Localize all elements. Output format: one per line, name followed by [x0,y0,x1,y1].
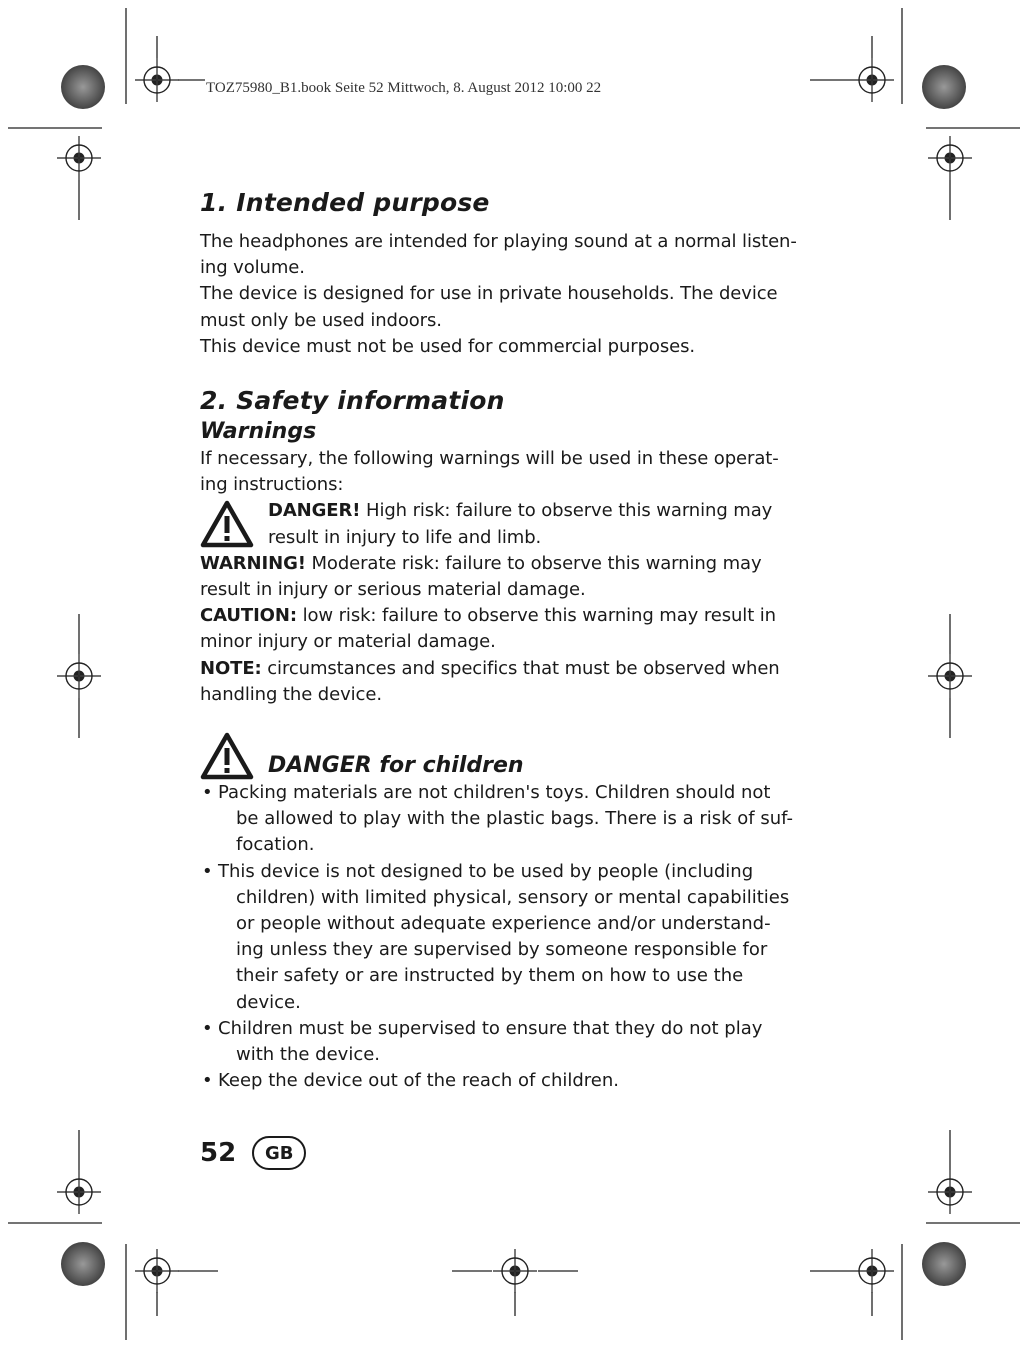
intended-purpose-line: This device must not be used for commercial purposes. [200,335,695,357]
danger-text-cont: result in injury to life and limb. [268,526,542,548]
caution-text: low risk: failure to observe this warning may result in [296,605,776,627]
children-bullet-list [200,780,800,1094]
page-content [200,188,800,1094]
children-heading-row [200,732,800,780]
intended-purpose-line: must only be used indoors. [200,309,442,331]
danger-label: DANGER! [268,500,361,522]
danger-text: High risk: failure to observe this warning may [360,500,773,522]
warnings-intro-line: ing instructions: [200,474,344,496]
warning-triangle-icon [200,732,254,780]
warning-triangle-icon [200,500,254,548]
list-item: • This device is not designed to be used by people (including children) with limited physical, sensory or mental capabilities or people without adequate experience and/or understand- ing unless they are supervised by someone responsible for their safety or are instructed by them on how to use the device. [200,859,800,1016]
list-item: • Children must be supervised to ensure that they do not play with the device. [200,1016,800,1068]
danger-warning [200,498,800,550]
intended-purpose-line: The device is designed for use in private households. The device [200,283,778,305]
section-title-intended-purpose: 1. Intended purpose [200,188,490,217]
warning-text: Moderate risk: failure to observe this warning may [305,552,762,574]
danger-for-children-heading: DANGER for children [268,753,524,779]
caution-text-cont: minor injury or material damage. [200,631,496,653]
language-badge: GB [252,1136,306,1170]
warnings-heading: Warnings [200,419,317,445]
note-label: NOTE: [200,657,262,679]
list-item: • Keep the device out of the reach of children. [200,1068,800,1094]
page-number: 52 [200,1138,237,1168]
warning-text-cont: result in injury or serious material damage. [200,579,586,601]
print-header: TOZ75980_B1.book Seite 52 Mittwoch, 8. August 2012 10:00 22 [206,80,602,96]
warning-label: WARNING! [200,552,306,574]
note-text-cont: handling the device. [200,683,382,705]
list-item: • Packing materials are not children's toys. Children should not be allowed to play with the plastic bags. There is a risk of suf- focation. [200,780,800,859]
intended-purpose-line: The headphones are intended for playing sound at a normal listen- [200,231,797,252]
page-footer [200,1136,306,1170]
note-text: circumstances and specifics that must be observed when [261,657,780,679]
warnings-intro-line: If necessary, the following warnings will be used in these operat- [200,448,779,470]
intended-purpose-line: ing volume. [200,257,305,279]
caution-label: CAUTION: [200,605,297,627]
section-title-safety-information: 2. Safety information [200,386,505,416]
